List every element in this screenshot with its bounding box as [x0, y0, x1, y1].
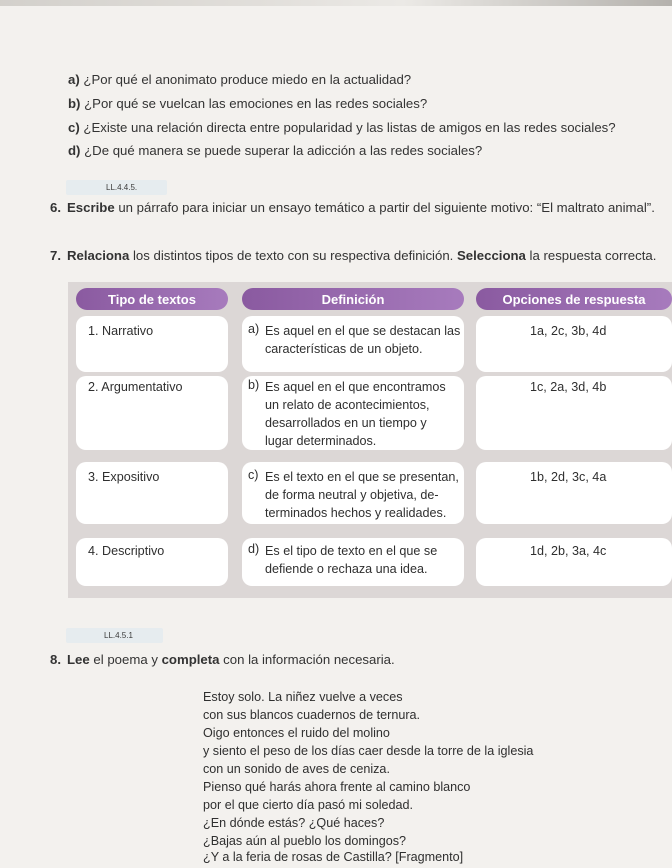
question-c: c) ¿Existe una relación directa entre popularidad y las listas de amigos en las redes sociales? [68, 120, 616, 135]
poem-line: con sus blancos cuadernos de ternura. [203, 708, 421, 722]
definicion-letter: a) [248, 322, 260, 336]
poem-line: por el que cierto día pasó mi soledad. [203, 798, 414, 812]
definicion-letter: d) [248, 542, 260, 556]
opcion-respuesta: 1b, 2d, 3c, 4a [530, 470, 607, 484]
header-tipo: Tipo de textos [76, 288, 228, 310]
definicion-line: de forma neutral y objetiva, de- [265, 488, 439, 502]
definicion-line: un relato de acontecimientos, [265, 398, 430, 412]
definicion-line: Es aquel en el que se destacan las [265, 324, 461, 338]
definicion-line: Es el texto en el que se presentan, [265, 470, 459, 484]
definicion-line: características de un objeto. [265, 342, 423, 356]
poem-line: Estoy solo. La niñez vuelve a veces [203, 690, 403, 704]
opcion-respuesta: 1c, 2a, 3d, 4b [530, 380, 607, 394]
opcion-respuesta: 1d, 2b, 3a, 4c [530, 544, 607, 558]
definicion-line: Es aquel en el que encontramos [265, 380, 446, 394]
poem-line: con un sonido de aves de ceniza. [203, 762, 390, 776]
definicion-line: Es el tipo de texto en el que se [265, 544, 438, 558]
header-definicion: Definición [242, 288, 464, 310]
tipo-label: 4. Descriptivo [88, 544, 165, 558]
poem-line: ¿Y a la feria de rosas de Castilla? [Fragmento] [203, 850, 464, 864]
definicion-line: terminados hechos y realidades. [265, 506, 447, 520]
tipo-label: 3. Expositivo [88, 470, 160, 484]
task-6: 6. Escribe un párrafo para iniciar un ensayo temático a partir del siguiente motivo: “El maltrato animal”. [50, 200, 655, 215]
definicion-line: desarrollados en un tiempo y [265, 416, 427, 430]
poem-line: ¿En dónde estás? ¿Qué haces? [203, 816, 385, 830]
task-8: 8. Lee el poema y completa con la información necesaria. [50, 652, 395, 667]
poem-line: Oigo entonces el ruido del molino [203, 726, 390, 740]
tipo-label: 2. Argumentativo [88, 380, 183, 394]
poem-line: y siento el peso de los días caer desde la torre de la iglesia [203, 744, 534, 758]
question-a: a) ¿Por qué el anonimato produce miedo en la actualidad? [68, 72, 412, 87]
task-7: 7. Relaciona los distintos tipos de texto con su respectiva definición. Selecciona la respuesta correcta. [50, 248, 657, 263]
question-d: d) ¿De qué manera se puede superar la adicción a las redes sociales? [68, 143, 483, 158]
poem-line: ¿Bajas aún al pueblo los domingos? [203, 834, 407, 848]
definicion-line: defiende o rechaza una idea. [265, 562, 428, 576]
definicion-letter: c) [248, 468, 259, 482]
definicion-line: lugar determinados. [265, 434, 377, 448]
page-top-edge [0, 0, 672, 6]
skill-code-tag: LL.4.5.1 [66, 628, 163, 643]
poem-line: Pienso qué harás ahora frente al camino blanco [203, 780, 471, 794]
header-opciones: Opciones de respuesta [476, 288, 672, 310]
question-b: b) ¿Por qué se vuelcan las emociones en las redes sociales? [68, 96, 428, 111]
definicion-letter: b) [248, 378, 260, 392]
opcion-respuesta: 1a, 2c, 3b, 4d [530, 324, 607, 338]
skill-code-tag: LL.4.4.5. [66, 180, 167, 195]
tipo-label: 1. Narrativo [88, 324, 154, 338]
